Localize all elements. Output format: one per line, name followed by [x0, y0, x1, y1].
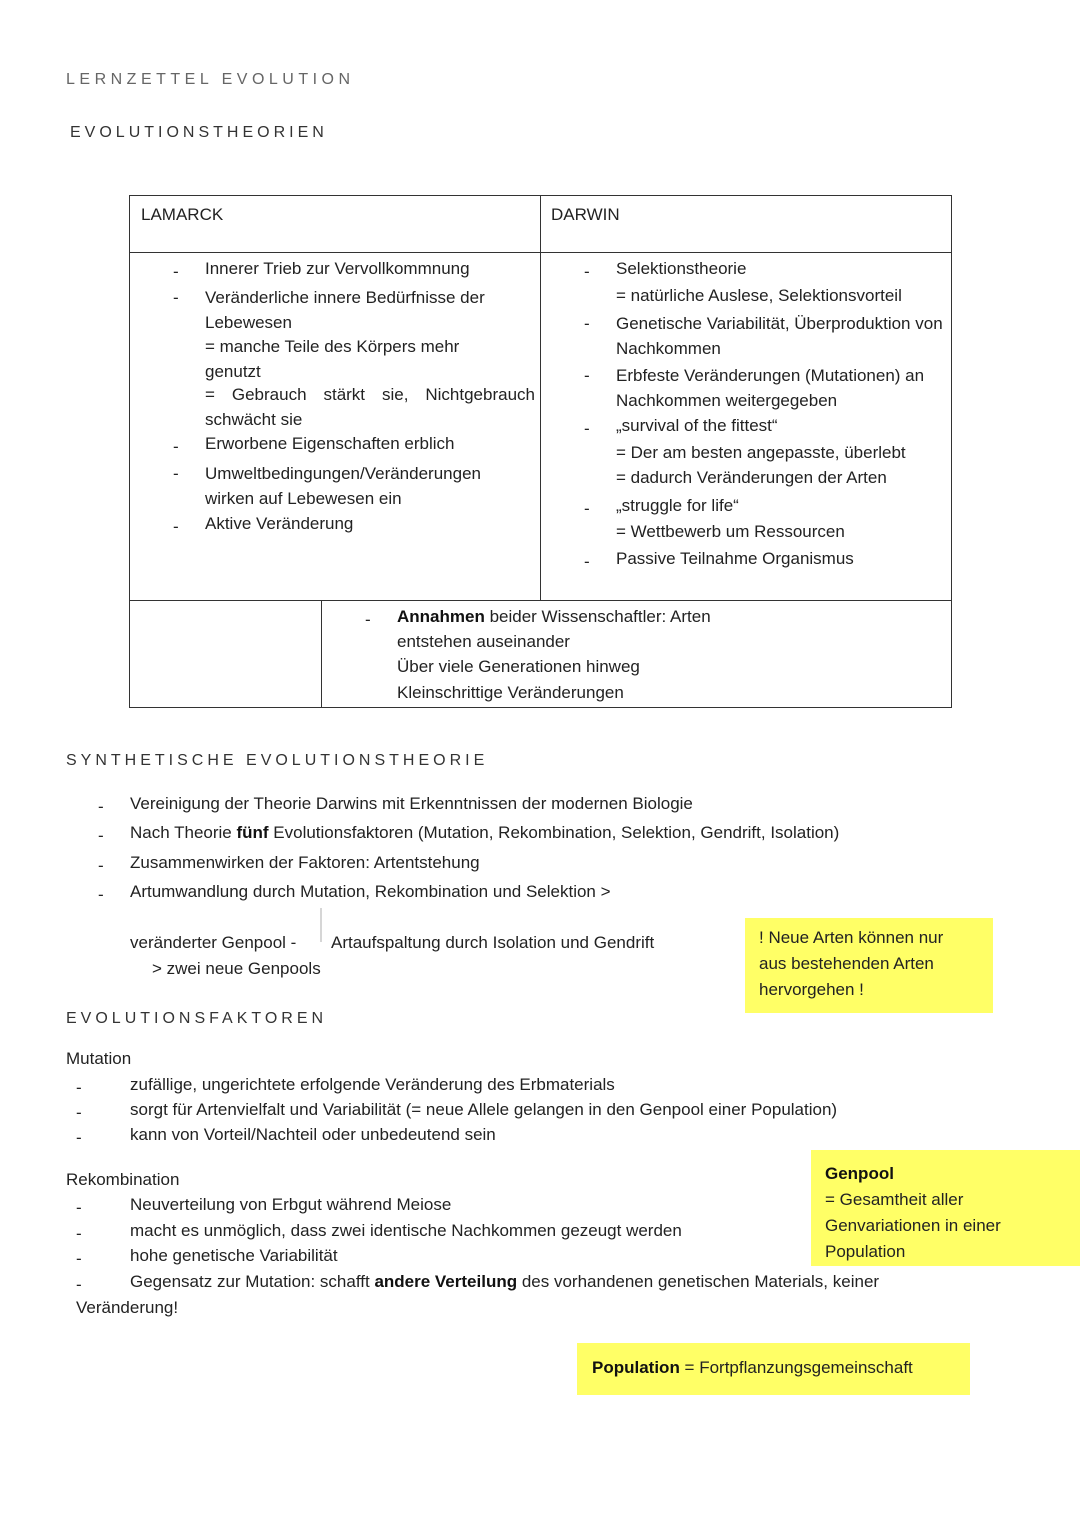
list-subitem: = natürliche Auslese, Selektionsvorteil [616, 286, 902, 305]
list-item: Erbfeste Veränderungen (Mutationen) an Nachkommen weitergegeben [616, 366, 925, 410]
list-item: Innerer Trieb zur Vervollkommnung [205, 259, 470, 278]
table-header-darwin [540, 195, 952, 253]
list-item: „struggle for life“ [616, 496, 739, 515]
new-genpools-line: > zwei neue Genpools [152, 959, 321, 978]
list-subitem: = dadurch Veränderungen der Arten [616, 468, 887, 487]
list-item: „survival of the fittest“ [616, 416, 778, 435]
list-item: zufällige, ungerichtete erfolgende Veränderung des Erbmaterials [130, 1075, 615, 1094]
list-item: Artumwandlung durch Mutation, Rekombination und Selektion > [130, 882, 611, 901]
document-title: LERNZETTEL EVOLUTION [66, 71, 355, 88]
list-item: Umweltbedingungen/Veränderungen wirken auf Lebewesen ein [205, 464, 481, 508]
section-heading-theories: EVOLUTIONSTHEORIEN [70, 124, 328, 141]
list-item: Nach Theorie fünf Evolutionsfaktoren (Mutation, Rekombination, Selektion, Gendrift, Isolation) [130, 823, 840, 842]
list-item: Gegensatz zur Mutation: schafft andere Verteilung des vorhandenen genetischen Materials, keiner [130, 1272, 880, 1291]
table-header-lamarck [129, 195, 541, 253]
list-subitem: = Gebrauch stärkt sie, Nichtgebrauch schwächt sie [205, 385, 535, 429]
list-item: Aktive Veränderung [205, 514, 354, 533]
list-item: Neuverteilung von Erbgut während Meiose [130, 1195, 452, 1214]
mutation-title: Mutation [66, 1049, 132, 1068]
shared-empty-cell [129, 600, 322, 708]
section-heading-synthetic: SYNTHETISCHE EVOLUTIONSTHEORIE [66, 752, 489, 769]
speciation-line: Artaufspaltung durch Isolation und Gendrift [331, 933, 655, 952]
darwin-header-label: DARWIN [551, 205, 620, 224]
note-genpool: Genpool = Gesamtheit aller Genvariationen in einer Population [811, 1150, 1080, 1266]
list-item: Veränderliche innere Bedürfnisse der Lebewesen [205, 288, 485, 332]
genpool-line: veränderter Genpool - [130, 933, 297, 952]
list-item: Zusammenwirken der Faktoren: Artentstehung [130, 853, 480, 872]
section-heading-factors: EVOLUTIONSFAKTOREN [66, 1010, 328, 1027]
lamarck-header-label: LAMARCK [141, 205, 224, 224]
note-population: Population = Fortpflanzungsgemeinschaft [577, 1343, 970, 1395]
list-item: Selektionstheorie [616, 259, 747, 278]
list-item: sorgt für Artenvielfalt und Variabilität (= neue Allele gelangen in den Genpool einer Population) [130, 1100, 838, 1119]
list-item-wrap: Veränderung! [76, 1298, 179, 1317]
shared-bold: Annahmen [397, 607, 485, 626]
recombination-title: Rekombination [66, 1170, 180, 1189]
shared-line-1: Annahmen beider Wissenschaftler: Arten [397, 607, 711, 626]
list-item: Passive Teilnahme Organismus [616, 549, 854, 568]
list-item: Genetische Variabilität, Überproduktion von Nachkommen [616, 314, 943, 358]
list-item: Vereinigung der Theorie Darwins mit Erkenntnissen der modernen Biologie [130, 794, 693, 813]
list-subitem: = Der am besten angepasste, überlebt [616, 443, 906, 462]
shared-line-4: Kleinschrittige Veränderungen [397, 683, 624, 702]
arrow-down-icon [320, 908, 322, 942]
list-item: macht es unmöglich, dass zwei identische Nachkommen gezeugt werden [130, 1221, 682, 1240]
list-item: Erworbene Eigenschaften erblich [205, 434, 455, 453]
list-item: kann von Vorteil/Nachteil oder unbedeutend sein [130, 1125, 496, 1144]
list-subitem: = Wettbewerb um Ressourcen [616, 522, 845, 541]
shared-line-3: Über viele Generationen hinweg [397, 657, 640, 676]
list-subitem: = manche Teile des Körpers mehr genutzt [205, 337, 460, 381]
list-item: hohe genetische Variabilität [130, 1246, 338, 1265]
shared-line-2: entstehen auseinander [397, 632, 570, 651]
note-new-species: ! Neue Arten können nur aus bestehenden Arten hervorgehen ! [745, 918, 993, 1013]
